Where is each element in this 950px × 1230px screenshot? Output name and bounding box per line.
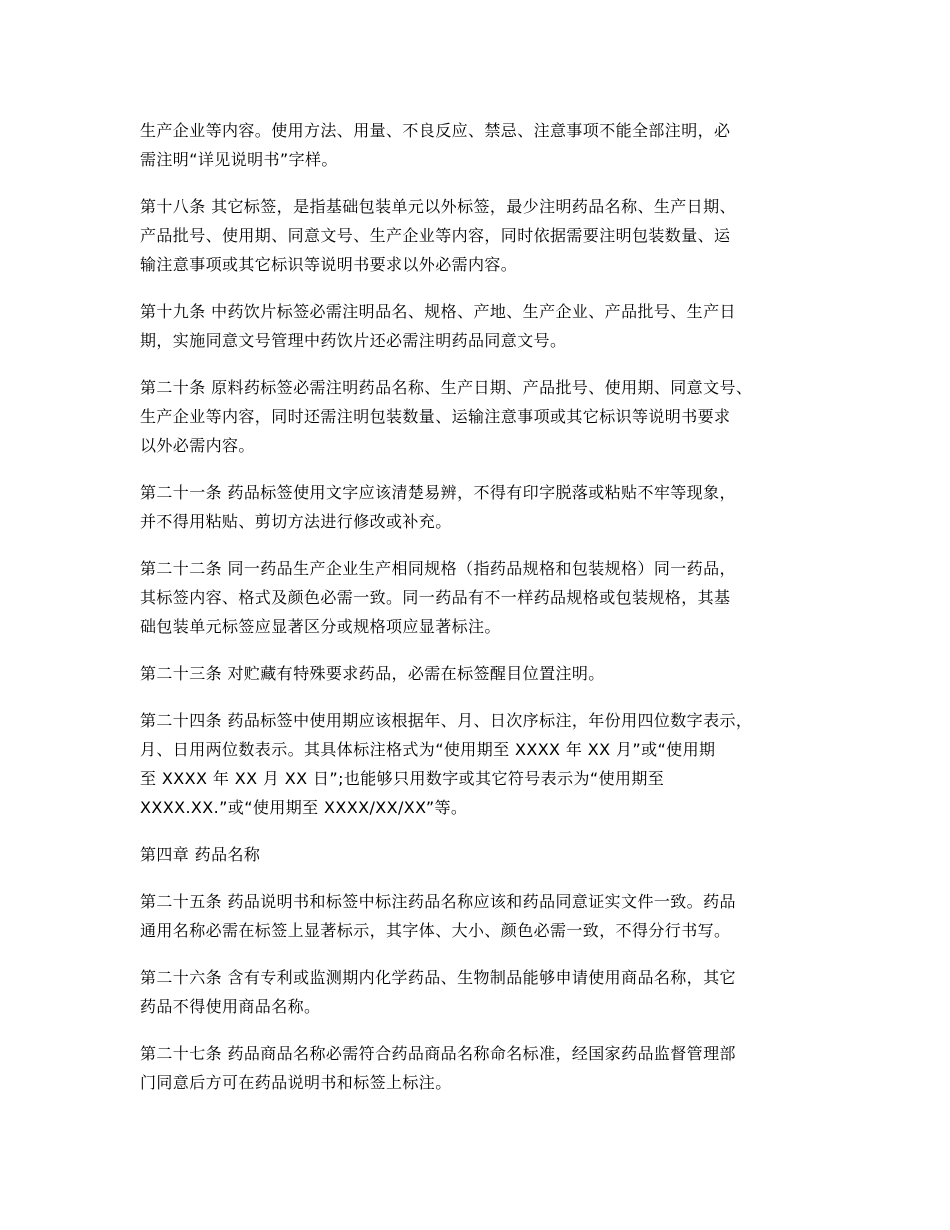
text-line: 第二十五条 药品说明书和标签中标注药品名称应该和药品同意证实文件一致。药品 [140, 892, 736, 911]
article-24 [140, 706, 840, 822]
text-line: 第二十条 原料药标签必需注明药品名称、生产日期、产品批号、使用期、同意文号、 [140, 378, 753, 397]
article-26 [140, 963, 840, 1021]
text-line: 需注明“详见说明书”字样。 [140, 150, 338, 169]
text-line: 第二十一条 药品标签使用文字应该清楚易辨，不得有印字脱落或粘贴不牢等现象， [140, 483, 736, 502]
document-body [140, 116, 840, 1115]
text-line: 第二十二条 同一药品生产企业生产相同规格（指药品规格和包装规格）同一药品， [140, 559, 736, 578]
article-25 [140, 887, 840, 945]
paragraph-continuation [140, 116, 840, 174]
text-line: 并不得用粘贴、剪切方法进行修改或补充。 [140, 512, 452, 531]
text-line: 输注意事项或其它标识等说明书要求以外必需内容。 [140, 255, 518, 274]
chapter-4-heading [140, 840, 840, 869]
text-line: 生产企业等内容。使用方法、用量、不良反应、禁忌、注意事项不能全部注明，必 [140, 121, 731, 140]
text-line: 生产企业等内容，同时还需注明包装数量、运输注意事项或其它标识等说明书要求 [140, 407, 731, 426]
text-line: 至 XXXX 年 XX 月 XX 日”;也能够只用数字或其它符号表示为“使用期至 [140, 769, 665, 788]
article-21 [140, 478, 840, 536]
text-line: 产品批号、使用期、同意文号、生产企业等内容，同时依据需要注明包装数量、运 [140, 226, 731, 245]
article-22 [140, 554, 840, 641]
article-27 [140, 1039, 840, 1097]
text-line: 础包装单元标签应显著区分或规格项应显著标注。 [140, 617, 501, 636]
text-line: 月、日用两位数表示。其具体标注格式为“使用期至 XXXX 年 XX 月”或“使用期 [140, 740, 716, 759]
article-19 [140, 297, 840, 355]
text-line: 药品不得使用商品名称。 [140, 997, 321, 1016]
article-23 [140, 659, 840, 688]
text-line: 第二十四条 药品标签中使用期应该根据年、月、日次序标注，年份用四位数字表示， [140, 711, 753, 730]
text-line: 第二十三条 对贮藏有特殊要求药品，必需在标签醒目位置注明。 [140, 664, 605, 683]
article-18 [140, 192, 840, 279]
chapter-title: 第四章 药品名称 [140, 845, 261, 864]
text-line: 以外必需内容。 [140, 436, 255, 455]
text-line: 其标签内容、格式及颜色必需一致。同一药品有不一样药品规格或包装规格，其基 [140, 588, 731, 607]
text-line: 第二十七条 药品商品名称必需符合药品商品名称命名标准，经国家药品监督管理部 [140, 1044, 736, 1063]
text-line: 门同意后方可在药品说明书和标签上标注。 [140, 1073, 452, 1092]
text-line: XXXX.XX.”或“使用期至 XXXX/XX/XX”等。 [140, 798, 468, 817]
text-line: 期，实施同意文号管理中药饮片还必需注明药品同意文号。 [140, 331, 567, 350]
text-line: 第十八条 其它标签，是指基础包装单元以外标签，最少注明药品名称、生产日期、 [140, 197, 736, 216]
text-line: 第十九条 中药饮片标签必需注明品名、规格、产地、生产企业、产品批号、生产日 [140, 302, 736, 321]
text-line: 第二十六条 含有专利或监测期内化学药品、生物制品能够申请使用商品名称，其它 [140, 968, 736, 987]
article-20 [140, 373, 840, 460]
text-line: 通用名称必需在标签上显著标示，其字体、大小、颜色必需一致，不得分行书写。 [140, 921, 731, 940]
